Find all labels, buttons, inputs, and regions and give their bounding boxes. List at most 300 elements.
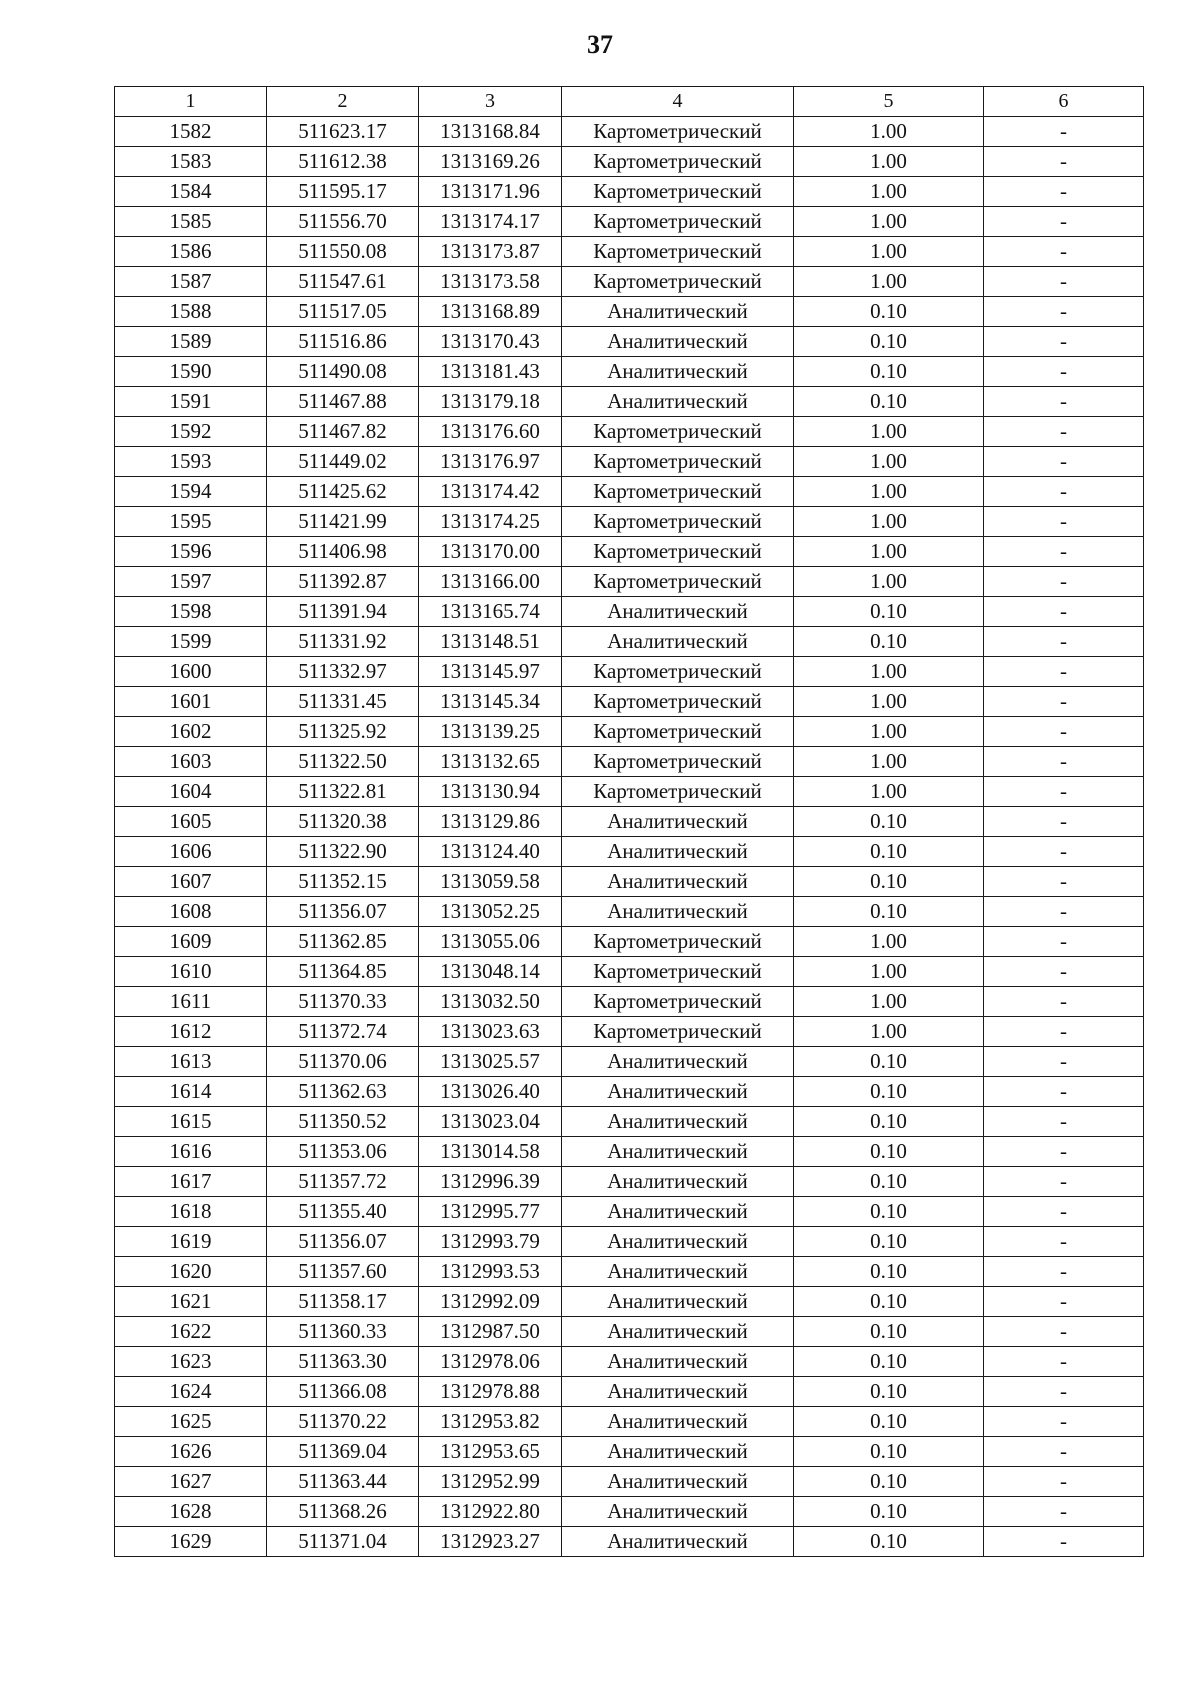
point-number-cell: 1626 bbox=[115, 1437, 267, 1467]
y-coordinate-cell: 1313169.26 bbox=[419, 147, 562, 177]
y-coordinate-cell: 1313052.25 bbox=[419, 897, 562, 927]
description-cell: - bbox=[984, 927, 1144, 957]
y-coordinate-cell: 1313048.14 bbox=[419, 957, 562, 987]
accuracy-cell: 1.00 bbox=[794, 687, 984, 717]
method-cell: Аналитический bbox=[562, 1377, 794, 1407]
point-number-cell: 1616 bbox=[115, 1137, 267, 1167]
x-coordinate-cell: 511331.92 bbox=[267, 627, 419, 657]
page-number: 37 bbox=[587, 30, 613, 59]
x-coordinate-cell: 511322.81 bbox=[267, 777, 419, 807]
table-row bbox=[115, 1077, 1144, 1107]
description-cell: - bbox=[984, 957, 1144, 987]
point-number-cell: 1591 bbox=[115, 387, 267, 417]
accuracy-cell: 0.10 bbox=[794, 807, 984, 837]
y-coordinate-cell: 1312978.88 bbox=[419, 1377, 562, 1407]
y-coordinate-cell: 1313145.97 bbox=[419, 657, 562, 687]
x-coordinate-cell: 511421.99 bbox=[267, 507, 419, 537]
table-row bbox=[115, 897, 1144, 927]
description-cell: - bbox=[984, 1257, 1144, 1287]
table-row bbox=[115, 1227, 1144, 1257]
method-cell: Картометрический bbox=[562, 267, 794, 297]
method-cell: Картометрический bbox=[562, 177, 794, 207]
method-cell: Аналитический bbox=[562, 837, 794, 867]
table-row bbox=[115, 507, 1144, 537]
point-number-cell: 1601 bbox=[115, 687, 267, 717]
y-coordinate-cell: 1313025.57 bbox=[419, 1047, 562, 1077]
table-row bbox=[115, 1107, 1144, 1137]
point-number-cell: 1600 bbox=[115, 657, 267, 687]
table-row bbox=[115, 627, 1144, 657]
x-coordinate-cell: 511516.86 bbox=[267, 327, 419, 357]
table-row bbox=[115, 1137, 1144, 1167]
y-coordinate-cell: 1313179.18 bbox=[419, 387, 562, 417]
method-cell: Аналитический bbox=[562, 1257, 794, 1287]
description-cell: - bbox=[984, 1107, 1144, 1137]
x-coordinate-cell: 511355.40 bbox=[267, 1197, 419, 1227]
description-cell: - bbox=[984, 1047, 1144, 1077]
x-coordinate-cell: 511370.06 bbox=[267, 1047, 419, 1077]
point-number-cell: 1629 bbox=[115, 1527, 267, 1557]
x-coordinate-cell: 511360.33 bbox=[267, 1317, 419, 1347]
accuracy-cell: 0.10 bbox=[794, 1107, 984, 1137]
x-coordinate-cell: 511322.90 bbox=[267, 837, 419, 867]
accuracy-cell: 1.00 bbox=[794, 777, 984, 807]
x-coordinate-cell: 511320.38 bbox=[267, 807, 419, 837]
accuracy-cell: 0.10 bbox=[794, 837, 984, 867]
y-coordinate-cell: 1313173.58 bbox=[419, 267, 562, 297]
y-coordinate-cell: 1312922.80 bbox=[419, 1497, 562, 1527]
y-coordinate-cell: 1313124.40 bbox=[419, 837, 562, 867]
y-coordinate-cell: 1313173.87 bbox=[419, 237, 562, 267]
point-number-cell: 1625 bbox=[115, 1407, 267, 1437]
description-cell: - bbox=[984, 987, 1144, 1017]
method-cell: Аналитический bbox=[562, 327, 794, 357]
y-coordinate-cell: 1312923.27 bbox=[419, 1527, 562, 1557]
table-row bbox=[115, 177, 1144, 207]
x-coordinate-cell: 511467.82 bbox=[267, 417, 419, 447]
method-cell: Аналитический bbox=[562, 867, 794, 897]
table-row bbox=[115, 1347, 1144, 1377]
accuracy-cell: 1.00 bbox=[794, 927, 984, 957]
x-coordinate-cell: 511325.92 bbox=[267, 717, 419, 747]
table-row bbox=[115, 1047, 1144, 1077]
accuracy-cell: 1.00 bbox=[794, 1017, 984, 1047]
description-cell: - bbox=[984, 807, 1144, 837]
y-coordinate-cell: 1312993.79 bbox=[419, 1227, 562, 1257]
accuracy-cell: 0.10 bbox=[794, 867, 984, 897]
x-coordinate-cell: 511547.61 bbox=[267, 267, 419, 297]
table-row bbox=[115, 807, 1144, 837]
method-cell: Аналитический bbox=[562, 1137, 794, 1167]
y-coordinate-cell: 1313170.43 bbox=[419, 327, 562, 357]
point-number-cell: 1584 bbox=[115, 177, 267, 207]
point-number-cell: 1607 bbox=[115, 867, 267, 897]
method-cell: Картометрический bbox=[562, 117, 794, 147]
point-number-cell: 1610 bbox=[115, 957, 267, 987]
point-number-cell: 1611 bbox=[115, 987, 267, 1017]
y-coordinate-cell: 1313014.58 bbox=[419, 1137, 562, 1167]
method-cell: Картометрический bbox=[562, 147, 794, 177]
table-row bbox=[115, 267, 1144, 297]
point-number-cell: 1615 bbox=[115, 1107, 267, 1137]
method-cell: Аналитический bbox=[562, 807, 794, 837]
description-cell: - bbox=[984, 1347, 1144, 1377]
point-number-cell: 1603 bbox=[115, 747, 267, 777]
point-number-cell: 1622 bbox=[115, 1317, 267, 1347]
table-row bbox=[115, 297, 1144, 327]
y-coordinate-cell: 1313171.96 bbox=[419, 177, 562, 207]
x-coordinate-cell: 511356.07 bbox=[267, 897, 419, 927]
method-cell: Аналитический bbox=[562, 387, 794, 417]
point-number-cell: 1604 bbox=[115, 777, 267, 807]
method-cell: Картометрический bbox=[562, 447, 794, 477]
y-coordinate-cell: 1313132.65 bbox=[419, 747, 562, 777]
point-number-cell: 1627 bbox=[115, 1467, 267, 1497]
table-row bbox=[115, 117, 1144, 147]
description-cell: - bbox=[984, 507, 1144, 537]
point-number-cell: 1602 bbox=[115, 717, 267, 747]
y-coordinate-cell: 1312996.39 bbox=[419, 1167, 562, 1197]
accuracy-cell: 1.00 bbox=[794, 477, 984, 507]
point-number-cell: 1593 bbox=[115, 447, 267, 477]
accuracy-cell: 1.00 bbox=[794, 537, 984, 567]
y-coordinate-cell: 1313055.06 bbox=[419, 927, 562, 957]
table-row bbox=[115, 987, 1144, 1017]
accuracy-cell: 0.10 bbox=[794, 1287, 984, 1317]
x-coordinate-cell: 511357.60 bbox=[267, 1257, 419, 1287]
y-coordinate-cell: 1313032.50 bbox=[419, 987, 562, 1017]
point-number-cell: 1595 bbox=[115, 507, 267, 537]
method-cell: Картометрический bbox=[562, 717, 794, 747]
x-coordinate-cell: 511623.17 bbox=[267, 117, 419, 147]
description-cell: - bbox=[984, 687, 1144, 717]
table-row bbox=[115, 357, 1144, 387]
table-row bbox=[115, 747, 1144, 777]
y-coordinate-cell: 1313026.40 bbox=[419, 1077, 562, 1107]
y-coordinate-cell: 1313181.43 bbox=[419, 357, 562, 387]
accuracy-cell: 1.00 bbox=[794, 207, 984, 237]
x-coordinate-cell: 511356.07 bbox=[267, 1227, 419, 1257]
y-coordinate-cell: 1312953.82 bbox=[419, 1407, 562, 1437]
accuracy-cell: 1.00 bbox=[794, 147, 984, 177]
y-coordinate-cell: 1313059.58 bbox=[419, 867, 562, 897]
point-number-cell: 1589 bbox=[115, 327, 267, 357]
accuracy-cell: 0.10 bbox=[794, 1347, 984, 1377]
y-coordinate-cell: 1313168.89 bbox=[419, 297, 562, 327]
y-coordinate-cell: 1312987.50 bbox=[419, 1317, 562, 1347]
method-cell: Картометрический bbox=[562, 237, 794, 267]
point-number-cell: 1608 bbox=[115, 897, 267, 927]
description-cell: - bbox=[984, 1317, 1144, 1347]
description-cell: - bbox=[984, 1287, 1144, 1317]
method-cell: Картометрический bbox=[562, 927, 794, 957]
method-cell: Картометрический bbox=[562, 417, 794, 447]
point-number-cell: 1590 bbox=[115, 357, 267, 387]
description-cell: - bbox=[984, 597, 1144, 627]
description-cell: - bbox=[984, 267, 1144, 297]
table-row bbox=[115, 207, 1144, 237]
method-cell: Аналитический bbox=[562, 1407, 794, 1437]
table-row bbox=[115, 537, 1144, 567]
accuracy-cell: 0.10 bbox=[794, 1527, 984, 1557]
x-coordinate-cell: 511366.08 bbox=[267, 1377, 419, 1407]
point-number-cell: 1617 bbox=[115, 1167, 267, 1197]
accuracy-cell: 0.10 bbox=[794, 1047, 984, 1077]
point-number-cell: 1613 bbox=[115, 1047, 267, 1077]
accuracy-cell: 1.00 bbox=[794, 957, 984, 987]
accuracy-cell: 0.10 bbox=[794, 627, 984, 657]
table-row bbox=[115, 1407, 1144, 1437]
point-number-cell: 1605 bbox=[115, 807, 267, 837]
x-coordinate-cell: 511362.85 bbox=[267, 927, 419, 957]
description-cell: - bbox=[984, 207, 1144, 237]
table-row bbox=[115, 1377, 1144, 1407]
x-coordinate-cell: 511517.05 bbox=[267, 297, 419, 327]
accuracy-cell: 1.00 bbox=[794, 987, 984, 1017]
column-header-6: 6 bbox=[984, 87, 1144, 117]
y-coordinate-cell: 1313148.51 bbox=[419, 627, 562, 657]
accuracy-cell: 0.10 bbox=[794, 1077, 984, 1107]
y-coordinate-cell: 1313145.34 bbox=[419, 687, 562, 717]
table-header bbox=[115, 87, 1144, 117]
x-coordinate-cell: 511392.87 bbox=[267, 567, 419, 597]
point-number-cell: 1619 bbox=[115, 1227, 267, 1257]
x-coordinate-cell: 511550.08 bbox=[267, 237, 419, 267]
point-number-cell: 1618 bbox=[115, 1197, 267, 1227]
description-cell: - bbox=[984, 1407, 1144, 1437]
accuracy-cell: 0.10 bbox=[794, 1407, 984, 1437]
description-cell: - bbox=[984, 1167, 1144, 1197]
method-cell: Картометрический bbox=[562, 747, 794, 777]
table-row bbox=[115, 837, 1144, 867]
y-coordinate-cell: 1313023.63 bbox=[419, 1017, 562, 1047]
table-row bbox=[115, 1167, 1144, 1197]
description-cell: - bbox=[984, 237, 1144, 267]
y-coordinate-cell: 1313129.86 bbox=[419, 807, 562, 837]
table-row bbox=[115, 1017, 1144, 1047]
y-coordinate-cell: 1312992.09 bbox=[419, 1287, 562, 1317]
x-coordinate-cell: 511352.15 bbox=[267, 867, 419, 897]
description-cell: - bbox=[984, 357, 1144, 387]
description-cell: - bbox=[984, 1437, 1144, 1467]
y-coordinate-cell: 1312952.99 bbox=[419, 1467, 562, 1497]
method-cell: Картометрический bbox=[562, 687, 794, 717]
point-number-cell: 1597 bbox=[115, 567, 267, 597]
x-coordinate-cell: 511363.30 bbox=[267, 1347, 419, 1377]
description-cell: - bbox=[984, 657, 1144, 687]
method-cell: Картометрический bbox=[562, 567, 794, 597]
point-number-cell: 1582 bbox=[115, 117, 267, 147]
x-coordinate-cell: 511369.04 bbox=[267, 1437, 419, 1467]
accuracy-cell: 1.00 bbox=[794, 747, 984, 777]
x-coordinate-cell: 511595.17 bbox=[267, 177, 419, 207]
table-row bbox=[115, 1527, 1144, 1557]
x-coordinate-cell: 511357.72 bbox=[267, 1167, 419, 1197]
column-header-1: 1 bbox=[115, 87, 267, 117]
accuracy-cell: 1.00 bbox=[794, 507, 984, 537]
point-number-cell: 1585 bbox=[115, 207, 267, 237]
column-header-5: 5 bbox=[794, 87, 984, 117]
column-header-3: 3 bbox=[419, 87, 562, 117]
point-number-cell: 1606 bbox=[115, 837, 267, 867]
accuracy-cell: 1.00 bbox=[794, 177, 984, 207]
accuracy-cell: 0.10 bbox=[794, 1497, 984, 1527]
point-number-cell: 1587 bbox=[115, 267, 267, 297]
y-coordinate-cell: 1313130.94 bbox=[419, 777, 562, 807]
x-coordinate-cell: 511332.97 bbox=[267, 657, 419, 687]
method-cell: Аналитический bbox=[562, 897, 794, 927]
table-row bbox=[115, 1467, 1144, 1497]
table-row bbox=[115, 717, 1144, 747]
table-row bbox=[115, 1437, 1144, 1467]
accuracy-cell: 0.10 bbox=[794, 1167, 984, 1197]
method-cell: Аналитический bbox=[562, 1107, 794, 1137]
point-number-cell: 1623 bbox=[115, 1347, 267, 1377]
y-coordinate-cell: 1313139.25 bbox=[419, 717, 562, 747]
description-cell: - bbox=[984, 1497, 1144, 1527]
x-coordinate-cell: 511490.08 bbox=[267, 357, 419, 387]
x-coordinate-cell: 511368.26 bbox=[267, 1497, 419, 1527]
method-cell: Картометрический bbox=[562, 1017, 794, 1047]
x-coordinate-cell: 511391.94 bbox=[267, 597, 419, 627]
method-cell: Картометрический bbox=[562, 477, 794, 507]
method-cell: Картометрический bbox=[562, 777, 794, 807]
accuracy-cell: 0.10 bbox=[794, 1197, 984, 1227]
table-row bbox=[115, 777, 1144, 807]
accuracy-cell: 0.10 bbox=[794, 1257, 984, 1287]
point-number-cell: 1596 bbox=[115, 537, 267, 567]
table-row bbox=[115, 597, 1144, 627]
method-cell: Аналитический bbox=[562, 1047, 794, 1077]
point-number-cell: 1594 bbox=[115, 477, 267, 507]
y-coordinate-cell: 1313174.25 bbox=[419, 507, 562, 537]
method-cell: Аналитический bbox=[562, 1167, 794, 1197]
accuracy-cell: 0.10 bbox=[794, 387, 984, 417]
accuracy-cell: 0.10 bbox=[794, 1227, 984, 1257]
table-row bbox=[115, 447, 1144, 477]
description-cell: - bbox=[984, 1377, 1144, 1407]
point-number-cell: 1620 bbox=[115, 1257, 267, 1287]
y-coordinate-cell: 1313166.00 bbox=[419, 567, 562, 597]
x-coordinate-cell: 511353.06 bbox=[267, 1137, 419, 1167]
y-coordinate-cell: 1313176.60 bbox=[419, 417, 562, 447]
point-number-cell: 1592 bbox=[115, 417, 267, 447]
x-coordinate-cell: 511467.88 bbox=[267, 387, 419, 417]
accuracy-cell: 1.00 bbox=[794, 657, 984, 687]
method-cell: Аналитический bbox=[562, 597, 794, 627]
accuracy-cell: 1.00 bbox=[794, 117, 984, 147]
description-cell: - bbox=[984, 327, 1144, 357]
x-coordinate-cell: 511556.70 bbox=[267, 207, 419, 237]
accuracy-cell: 0.10 bbox=[794, 327, 984, 357]
method-cell: Аналитический bbox=[562, 627, 794, 657]
point-number-cell: 1583 bbox=[115, 147, 267, 177]
table-body bbox=[115, 117, 1144, 1557]
description-cell: - bbox=[984, 297, 1144, 327]
table-row bbox=[115, 957, 1144, 987]
method-cell: Аналитический bbox=[562, 1077, 794, 1107]
method-cell: Аналитический bbox=[562, 1497, 794, 1527]
description-cell: - bbox=[984, 627, 1144, 657]
x-coordinate-cell: 511371.04 bbox=[267, 1527, 419, 1557]
description-cell: - bbox=[984, 417, 1144, 447]
table-row bbox=[115, 327, 1144, 357]
table-row bbox=[115, 417, 1144, 447]
description-cell: - bbox=[984, 1227, 1144, 1257]
method-cell: Картометрический bbox=[562, 987, 794, 1017]
method-cell: Аналитический bbox=[562, 357, 794, 387]
table-row bbox=[115, 147, 1144, 177]
accuracy-cell: 0.10 bbox=[794, 357, 984, 387]
x-coordinate-cell: 511449.02 bbox=[267, 447, 419, 477]
description-cell: - bbox=[984, 1077, 1144, 1107]
accuracy-cell: 0.10 bbox=[794, 897, 984, 927]
description-cell: - bbox=[984, 1137, 1144, 1167]
method-cell: Аналитический bbox=[562, 1197, 794, 1227]
description-cell: - bbox=[984, 567, 1144, 597]
table-row bbox=[115, 867, 1144, 897]
description-cell: - bbox=[984, 867, 1144, 897]
accuracy-cell: 1.00 bbox=[794, 447, 984, 477]
description-cell: - bbox=[984, 1527, 1144, 1557]
point-number-cell: 1621 bbox=[115, 1287, 267, 1317]
accuracy-cell: 1.00 bbox=[794, 717, 984, 747]
point-number-cell: 1628 bbox=[115, 1497, 267, 1527]
point-number-cell: 1588 bbox=[115, 297, 267, 327]
method-cell: Аналитический bbox=[562, 1227, 794, 1257]
description-cell: - bbox=[984, 1197, 1144, 1227]
y-coordinate-cell: 1313176.97 bbox=[419, 447, 562, 477]
coordinates-table bbox=[114, 86, 1144, 1557]
accuracy-cell: 1.00 bbox=[794, 417, 984, 447]
point-number-cell: 1598 bbox=[115, 597, 267, 627]
description-cell: - bbox=[984, 837, 1144, 867]
x-coordinate-cell: 511331.45 bbox=[267, 687, 419, 717]
table-row bbox=[115, 687, 1144, 717]
x-coordinate-cell: 511612.38 bbox=[267, 147, 419, 177]
point-number-cell: 1586 bbox=[115, 237, 267, 267]
method-cell: Картометрический bbox=[562, 207, 794, 237]
column-header-2: 2 bbox=[267, 87, 419, 117]
y-coordinate-cell: 1312978.06 bbox=[419, 1347, 562, 1377]
x-coordinate-cell: 511370.22 bbox=[267, 1407, 419, 1437]
table-row bbox=[115, 237, 1144, 267]
column-header-4: 4 bbox=[562, 87, 794, 117]
method-cell: Картометрический bbox=[562, 957, 794, 987]
description-cell: - bbox=[984, 477, 1144, 507]
method-cell: Аналитический bbox=[562, 1347, 794, 1377]
header-row bbox=[115, 87, 1144, 117]
description-cell: - bbox=[984, 117, 1144, 147]
y-coordinate-cell: 1313023.04 bbox=[419, 1107, 562, 1137]
method-cell: Картометрический bbox=[562, 537, 794, 567]
x-coordinate-cell: 511362.63 bbox=[267, 1077, 419, 1107]
description-cell: - bbox=[984, 147, 1144, 177]
y-coordinate-cell: 1312953.65 bbox=[419, 1437, 562, 1467]
description-cell: - bbox=[984, 387, 1144, 417]
description-cell: - bbox=[984, 447, 1144, 477]
description-cell: - bbox=[984, 1017, 1144, 1047]
x-coordinate-cell: 511364.85 bbox=[267, 957, 419, 987]
table-row bbox=[115, 657, 1144, 687]
method-cell: Аналитический bbox=[562, 1437, 794, 1467]
method-cell: Аналитический bbox=[562, 1467, 794, 1497]
description-cell: - bbox=[984, 1467, 1144, 1497]
x-coordinate-cell: 511425.62 bbox=[267, 477, 419, 507]
accuracy-cell: 0.10 bbox=[794, 1137, 984, 1167]
y-coordinate-cell: 1312995.77 bbox=[419, 1197, 562, 1227]
x-coordinate-cell: 511322.50 bbox=[267, 747, 419, 777]
